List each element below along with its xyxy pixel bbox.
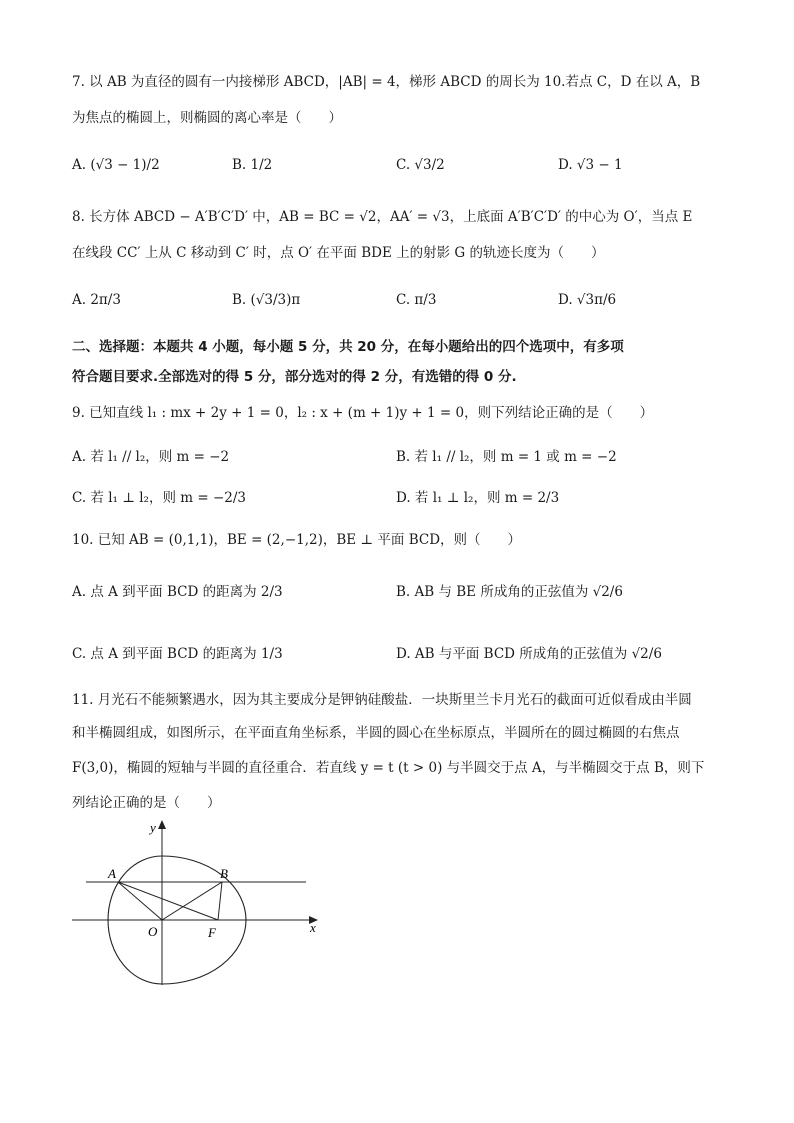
q9-option-c: C. 若 l₁ ⊥ l₂，则 m = −2/3 bbox=[72, 490, 246, 506]
q10-option-a: A. 点 A 到平面 BCD 的距离为 2/3 bbox=[72, 584, 283, 600]
segment-bf bbox=[218, 882, 222, 920]
section-heading-line2: 符合题目要求.全部选对的得 5 分，部分选对的得 2 分，有选错的得 0 分. bbox=[72, 369, 517, 385]
segment-af bbox=[118, 882, 218, 920]
segment-bo bbox=[162, 882, 222, 920]
q10-stem: 10. 已知 AB = (0,1,1)，BE = (2,−1,2)，BE ⊥ 平面 BCD，则（ ） bbox=[72, 532, 522, 548]
q7-option-d: D. √3 − 1 bbox=[558, 157, 623, 173]
label-a: A bbox=[108, 866, 116, 881]
q7-stem-line1: 7. 以 AB 为直径的圆有一内接梯形 ABCD，|AB| = 4，梯形 ABCD 的周长为 10.若点 C，D 在以 A，B bbox=[72, 74, 701, 90]
q10-option-d: D. AB 与平面 BCD 所成角的正弦值为 √2/6 bbox=[396, 646, 662, 662]
q8-option-b: B. (√3/3)π bbox=[232, 292, 301, 308]
q8-stem-line1: 8. 长方体 ABCD − A′B′C′D′ 中，AB = BC = √2，AA′ = √3，上底面 A′B′C′D′ 的中心为 O′，当点 E bbox=[72, 209, 693, 225]
q9-option-a: A. 若 l₁ // l₂，则 m = −2 bbox=[72, 449, 230, 465]
q8-option-c: C. π/3 bbox=[396, 292, 437, 308]
q11-stem-line4: 列结论正确的是（ ） bbox=[72, 795, 221, 811]
q8-stem-line2: 在线段 CC′ 上从 C 移动到 C′ 时，点 O′ 在平面 BDE 上的射影 G 的轨迹长度为（ ） bbox=[72, 245, 605, 261]
q7-option-a: A. (√3 − 1)/2 bbox=[72, 157, 160, 173]
label-y: y bbox=[150, 820, 156, 835]
label-x: x bbox=[310, 920, 316, 935]
q9-option-b: B. 若 l₁ // l₂，则 m = 1 或 m = −2 bbox=[396, 449, 617, 465]
q11-stem-line1: 11. 月光石不能频繁遇水，因为其主要成分是钾钠硅酸盐．一块斯里兰卡月光石的截面可近似看成由半圆 bbox=[72, 692, 692, 708]
q11-stem-line2: 和半椭圆组成，如图所示，在平面直角坐标系，半圆的圆心在坐标原点，半圆所在的圆过椭圆的右焦点 bbox=[72, 725, 680, 741]
q8-option-d: D. √3π/6 bbox=[558, 292, 617, 308]
label-o: O bbox=[148, 924, 158, 939]
label-f: F bbox=[208, 925, 216, 940]
q7-stem-line2: 为焦点的椭圆上，则椭圆的离心率是（ ） bbox=[72, 110, 342, 126]
q8-option-a: A. 2π/3 bbox=[72, 292, 121, 308]
q10-option-c: C. 点 A 到平面 BCD 的距离为 1/3 bbox=[72, 646, 283, 662]
segment-ao bbox=[118, 882, 162, 920]
label-b: B bbox=[220, 866, 228, 881]
section-heading-line1: 二、选择题：本题共 4 小题，每小题 5 分，共 20 分，在每小题给出的四个选项中，有多项 bbox=[72, 339, 624, 355]
q9-stem: 9. 已知直线 l₁ : mx + 2y + 1 = 0，l₂ : x + (m + 1)y + 1 = 0，则下列结论正确的是（ ） bbox=[72, 405, 654, 421]
q7-option-c: C. √3/2 bbox=[396, 157, 445, 173]
moonstone-figure bbox=[60, 812, 330, 992]
y-axis-arrow bbox=[158, 820, 166, 829]
q7-option-b: B. 1/2 bbox=[232, 157, 273, 173]
q11-stem-line3: F(3,0)，椭圆的短轴与半圆的直径重合．若直线 y = t (t > 0) 与半圆交于点 A，与半椭圆交于点 B，则下 bbox=[72, 760, 705, 776]
q10-option-b: B. AB 与 BE 所成角的正弦值为 √2/6 bbox=[396, 584, 623, 600]
q9-option-d: D. 若 l₁ ⊥ l₂，则 m = 2/3 bbox=[396, 490, 560, 506]
